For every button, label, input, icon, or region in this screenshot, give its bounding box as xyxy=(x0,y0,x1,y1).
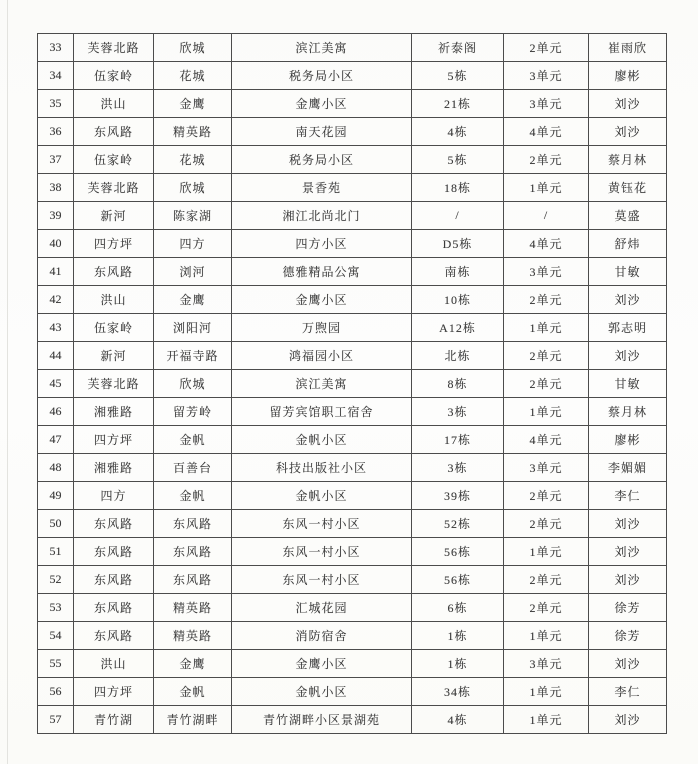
cell-street: 四方坪 xyxy=(74,426,154,454)
cell-unit: 1单元 xyxy=(504,678,589,706)
cell-person: 郭志明 xyxy=(589,314,667,342)
cell-community: 青竹湖畔小区景湖苑 xyxy=(232,706,412,734)
cell-street: 伍家岭 xyxy=(74,62,154,90)
cell-building: 6栋 xyxy=(412,594,504,622)
cell-community: 滨江美寓 xyxy=(232,34,412,62)
cell-community: 湘江北尚北门 xyxy=(232,202,412,230)
cell-building: 南栋 xyxy=(412,258,504,286)
cell-row_number: 45 xyxy=(38,370,74,398)
table-row xyxy=(38,174,667,202)
cell-building: A12栋 xyxy=(412,314,504,342)
cell-community: 东风一村小区 xyxy=(232,538,412,566)
cell-row_number: 52 xyxy=(38,566,74,594)
cell-building: / xyxy=(412,202,504,230)
cell-building: 4栋 xyxy=(412,706,504,734)
cell-street: 青竹湖 xyxy=(74,706,154,734)
table-row xyxy=(38,118,667,146)
scan-edge-line xyxy=(7,0,8,764)
table-row xyxy=(38,650,667,678)
cell-person: 刘沙 xyxy=(589,90,667,118)
cell-subdistrict: 开福寺路 xyxy=(154,342,232,370)
table-row xyxy=(38,258,667,286)
cell-building: 1栋 xyxy=(412,622,504,650)
cell-subdistrict: 花城 xyxy=(154,62,232,90)
cell-street: 伍家岭 xyxy=(74,146,154,174)
cell-community: 金帆小区 xyxy=(232,678,412,706)
cell-building: 10栋 xyxy=(412,286,504,314)
cell-row_number: 57 xyxy=(38,706,74,734)
table-row xyxy=(38,34,667,62)
cell-subdistrict: 东风路 xyxy=(154,566,232,594)
cell-row_number: 49 xyxy=(38,482,74,510)
cell-row_number: 35 xyxy=(38,90,74,118)
cell-person: 刘沙 xyxy=(589,286,667,314)
cell-unit: 1单元 xyxy=(504,622,589,650)
cell-row_number: 34 xyxy=(38,62,74,90)
cell-person: 甘敏 xyxy=(589,370,667,398)
cell-street: 四方坪 xyxy=(74,230,154,258)
cell-unit: 1单元 xyxy=(504,538,589,566)
cell-building: 21栋 xyxy=(412,90,504,118)
cell-subdistrict: 金帆 xyxy=(154,482,232,510)
table-row xyxy=(38,594,667,622)
cell-street: 新河 xyxy=(74,342,154,370)
cell-street: 洪山 xyxy=(74,90,154,118)
cell-person: 蔡月林 xyxy=(589,146,667,174)
cell-community: 金帆小区 xyxy=(232,426,412,454)
cell-community: 四方小区 xyxy=(232,230,412,258)
cell-unit: 4单元 xyxy=(504,118,589,146)
cell-person: 刘沙 xyxy=(589,342,667,370)
cell-unit: 2单元 xyxy=(504,566,589,594)
table-row xyxy=(38,566,667,594)
cell-subdistrict: 欣城 xyxy=(154,174,232,202)
cell-person: 莫盛 xyxy=(589,202,667,230)
cell-building: 56栋 xyxy=(412,538,504,566)
cell-community: 金鹰小区 xyxy=(232,650,412,678)
cell-row_number: 41 xyxy=(38,258,74,286)
cell-row_number: 48 xyxy=(38,454,74,482)
cell-unit: 2单元 xyxy=(504,482,589,510)
residence-roster-table xyxy=(37,33,667,734)
cell-street: 新河 xyxy=(74,202,154,230)
cell-person: 李媚媚 xyxy=(589,454,667,482)
cell-subdistrict: 欣城 xyxy=(154,370,232,398)
cell-community: 滨江美寓 xyxy=(232,370,412,398)
cell-person: 廖彬 xyxy=(589,62,667,90)
cell-subdistrict: 留芳岭 xyxy=(154,398,232,426)
cell-person: 刘沙 xyxy=(589,510,667,538)
cell-row_number: 51 xyxy=(38,538,74,566)
cell-unit: 1单元 xyxy=(504,174,589,202)
cell-building: 1栋 xyxy=(412,650,504,678)
cell-row_number: 53 xyxy=(38,594,74,622)
cell-row_number: 38 xyxy=(38,174,74,202)
cell-street: 四方 xyxy=(74,482,154,510)
cell-street: 东风路 xyxy=(74,622,154,650)
cell-unit: 4单元 xyxy=(504,230,589,258)
cell-row_number: 44 xyxy=(38,342,74,370)
cell-row_number: 46 xyxy=(38,398,74,426)
table-row xyxy=(38,286,667,314)
cell-building: 8栋 xyxy=(412,370,504,398)
cell-person: 蔡月林 xyxy=(589,398,667,426)
cell-unit: 1单元 xyxy=(504,706,589,734)
cell-row_number: 37 xyxy=(38,146,74,174)
residence-table-body xyxy=(38,34,667,734)
cell-unit: 2单元 xyxy=(504,510,589,538)
table-row xyxy=(38,426,667,454)
cell-subdistrict: 青竹湖畔 xyxy=(154,706,232,734)
cell-building: 34栋 xyxy=(412,678,504,706)
table-row xyxy=(38,370,667,398)
table-row xyxy=(38,398,667,426)
cell-subdistrict: 四方 xyxy=(154,230,232,258)
cell-building: D5栋 xyxy=(412,230,504,258)
cell-unit: 3单元 xyxy=(504,62,589,90)
cell-building: 18栋 xyxy=(412,174,504,202)
cell-unit: 2单元 xyxy=(504,34,589,62)
table-row xyxy=(38,90,667,118)
cell-building: 17栋 xyxy=(412,426,504,454)
table-row xyxy=(38,454,667,482)
cell-building: 5栋 xyxy=(412,62,504,90)
cell-street: 东风路 xyxy=(74,258,154,286)
cell-subdistrict: 花城 xyxy=(154,146,232,174)
cell-street: 东风路 xyxy=(74,118,154,146)
cell-community: 鸿福园小区 xyxy=(232,342,412,370)
cell-community: 金鹰小区 xyxy=(232,90,412,118)
cell-row_number: 47 xyxy=(38,426,74,454)
table-row xyxy=(38,202,667,230)
table-row xyxy=(38,678,667,706)
cell-unit: 3单元 xyxy=(504,258,589,286)
cell-building: 56栋 xyxy=(412,566,504,594)
cell-row_number: 42 xyxy=(38,286,74,314)
cell-community: 金鹰小区 xyxy=(232,286,412,314)
cell-row_number: 39 xyxy=(38,202,74,230)
cell-community: 东风一村小区 xyxy=(232,510,412,538)
cell-community: 税务局小区 xyxy=(232,146,412,174)
cell-unit: 2单元 xyxy=(504,342,589,370)
cell-street: 伍家岭 xyxy=(74,314,154,342)
cell-subdistrict: 陈家湖 xyxy=(154,202,232,230)
cell-community: 科技出版社小区 xyxy=(232,454,412,482)
cell-street: 芙蓉北路 xyxy=(74,174,154,202)
cell-street: 芙蓉北路 xyxy=(74,370,154,398)
cell-row_number: 55 xyxy=(38,650,74,678)
cell-subdistrict: 金鹰 xyxy=(154,90,232,118)
cell-person: 廖彬 xyxy=(589,426,667,454)
table-row xyxy=(38,622,667,650)
cell-person: 刘沙 xyxy=(589,706,667,734)
table-row xyxy=(38,62,667,90)
table-row xyxy=(38,230,667,258)
cell-person: 刘沙 xyxy=(589,650,667,678)
table-row xyxy=(38,482,667,510)
cell-community: 消防宿舍 xyxy=(232,622,412,650)
cell-subdistrict: 浏河 xyxy=(154,258,232,286)
table-row xyxy=(38,510,667,538)
cell-unit: 1单元 xyxy=(504,314,589,342)
cell-unit: 2单元 xyxy=(504,286,589,314)
cell-street: 湘雅路 xyxy=(74,398,154,426)
cell-subdistrict: 百善台 xyxy=(154,454,232,482)
cell-person: 李仁 xyxy=(589,482,667,510)
cell-subdistrict: 精英路 xyxy=(154,594,232,622)
cell-unit: 2单元 xyxy=(504,146,589,174)
cell-subdistrict: 金帆 xyxy=(154,426,232,454)
cell-person: 刘沙 xyxy=(589,566,667,594)
cell-street: 芙蓉北路 xyxy=(74,34,154,62)
cell-person: 崔雨欣 xyxy=(589,34,667,62)
cell-unit: / xyxy=(504,202,589,230)
cell-street: 东风路 xyxy=(74,510,154,538)
cell-row_number: 50 xyxy=(38,510,74,538)
table-row xyxy=(38,146,667,174)
table-row xyxy=(38,538,667,566)
cell-building: 祈泰阁 xyxy=(412,34,504,62)
cell-community: 德雅精品公寓 xyxy=(232,258,412,286)
cell-subdistrict: 金帆 xyxy=(154,678,232,706)
cell-community: 留芳宾馆职工宿舍 xyxy=(232,398,412,426)
cell-community: 东风一村小区 xyxy=(232,566,412,594)
cell-row_number: 56 xyxy=(38,678,74,706)
table-row xyxy=(38,314,667,342)
cell-street: 洪山 xyxy=(74,286,154,314)
cell-community: 景香苑 xyxy=(232,174,412,202)
cell-person: 徐芳 xyxy=(589,594,667,622)
cell-row_number: 54 xyxy=(38,622,74,650)
cell-subdistrict: 东风路 xyxy=(154,510,232,538)
cell-person: 黄钰花 xyxy=(589,174,667,202)
cell-subdistrict: 精英路 xyxy=(154,622,232,650)
cell-street: 四方坪 xyxy=(74,678,154,706)
cell-community: 汇城花园 xyxy=(232,594,412,622)
cell-building: 4栋 xyxy=(412,118,504,146)
cell-unit: 4单元 xyxy=(504,426,589,454)
cell-building: 39栋 xyxy=(412,482,504,510)
cell-person: 刘沙 xyxy=(589,118,667,146)
cell-subdistrict: 金鹰 xyxy=(154,286,232,314)
cell-subdistrict: 欣城 xyxy=(154,34,232,62)
cell-building: 5栋 xyxy=(412,146,504,174)
cell-person: 刘沙 xyxy=(589,538,667,566)
cell-community: 万煦园 xyxy=(232,314,412,342)
cell-row_number: 33 xyxy=(38,34,74,62)
cell-unit: 1单元 xyxy=(504,398,589,426)
cell-subdistrict: 浏阳河 xyxy=(154,314,232,342)
cell-building: 3栋 xyxy=(412,398,504,426)
cell-subdistrict: 金鹰 xyxy=(154,650,232,678)
cell-street: 东风路 xyxy=(74,594,154,622)
cell-row_number: 43 xyxy=(38,314,74,342)
cell-subdistrict: 东风路 xyxy=(154,538,232,566)
cell-street: 东风路 xyxy=(74,566,154,594)
cell-person: 徐芳 xyxy=(589,622,667,650)
cell-building: 3栋 xyxy=(412,454,504,482)
cell-community: 南天花园 xyxy=(232,118,412,146)
cell-unit: 2单元 xyxy=(504,370,589,398)
cell-street: 湘雅路 xyxy=(74,454,154,482)
cell-row_number: 36 xyxy=(38,118,74,146)
cell-unit: 3单元 xyxy=(504,650,589,678)
table-row xyxy=(38,706,667,734)
cell-unit: 2单元 xyxy=(504,594,589,622)
cell-person: 李仁 xyxy=(589,678,667,706)
cell-person: 甘敏 xyxy=(589,258,667,286)
cell-unit: 3单元 xyxy=(504,90,589,118)
table-row xyxy=(38,342,667,370)
cell-building: 北栋 xyxy=(412,342,504,370)
cell-community: 金帆小区 xyxy=(232,482,412,510)
cell-community: 税务局小区 xyxy=(232,62,412,90)
cell-person: 舒炜 xyxy=(589,230,667,258)
cell-street: 洪山 xyxy=(74,650,154,678)
cell-building: 52栋 xyxy=(412,510,504,538)
cell-unit: 3单元 xyxy=(504,454,589,482)
cell-street: 东风路 xyxy=(74,538,154,566)
cell-subdistrict: 精英路 xyxy=(154,118,232,146)
cell-row_number: 40 xyxy=(38,230,74,258)
